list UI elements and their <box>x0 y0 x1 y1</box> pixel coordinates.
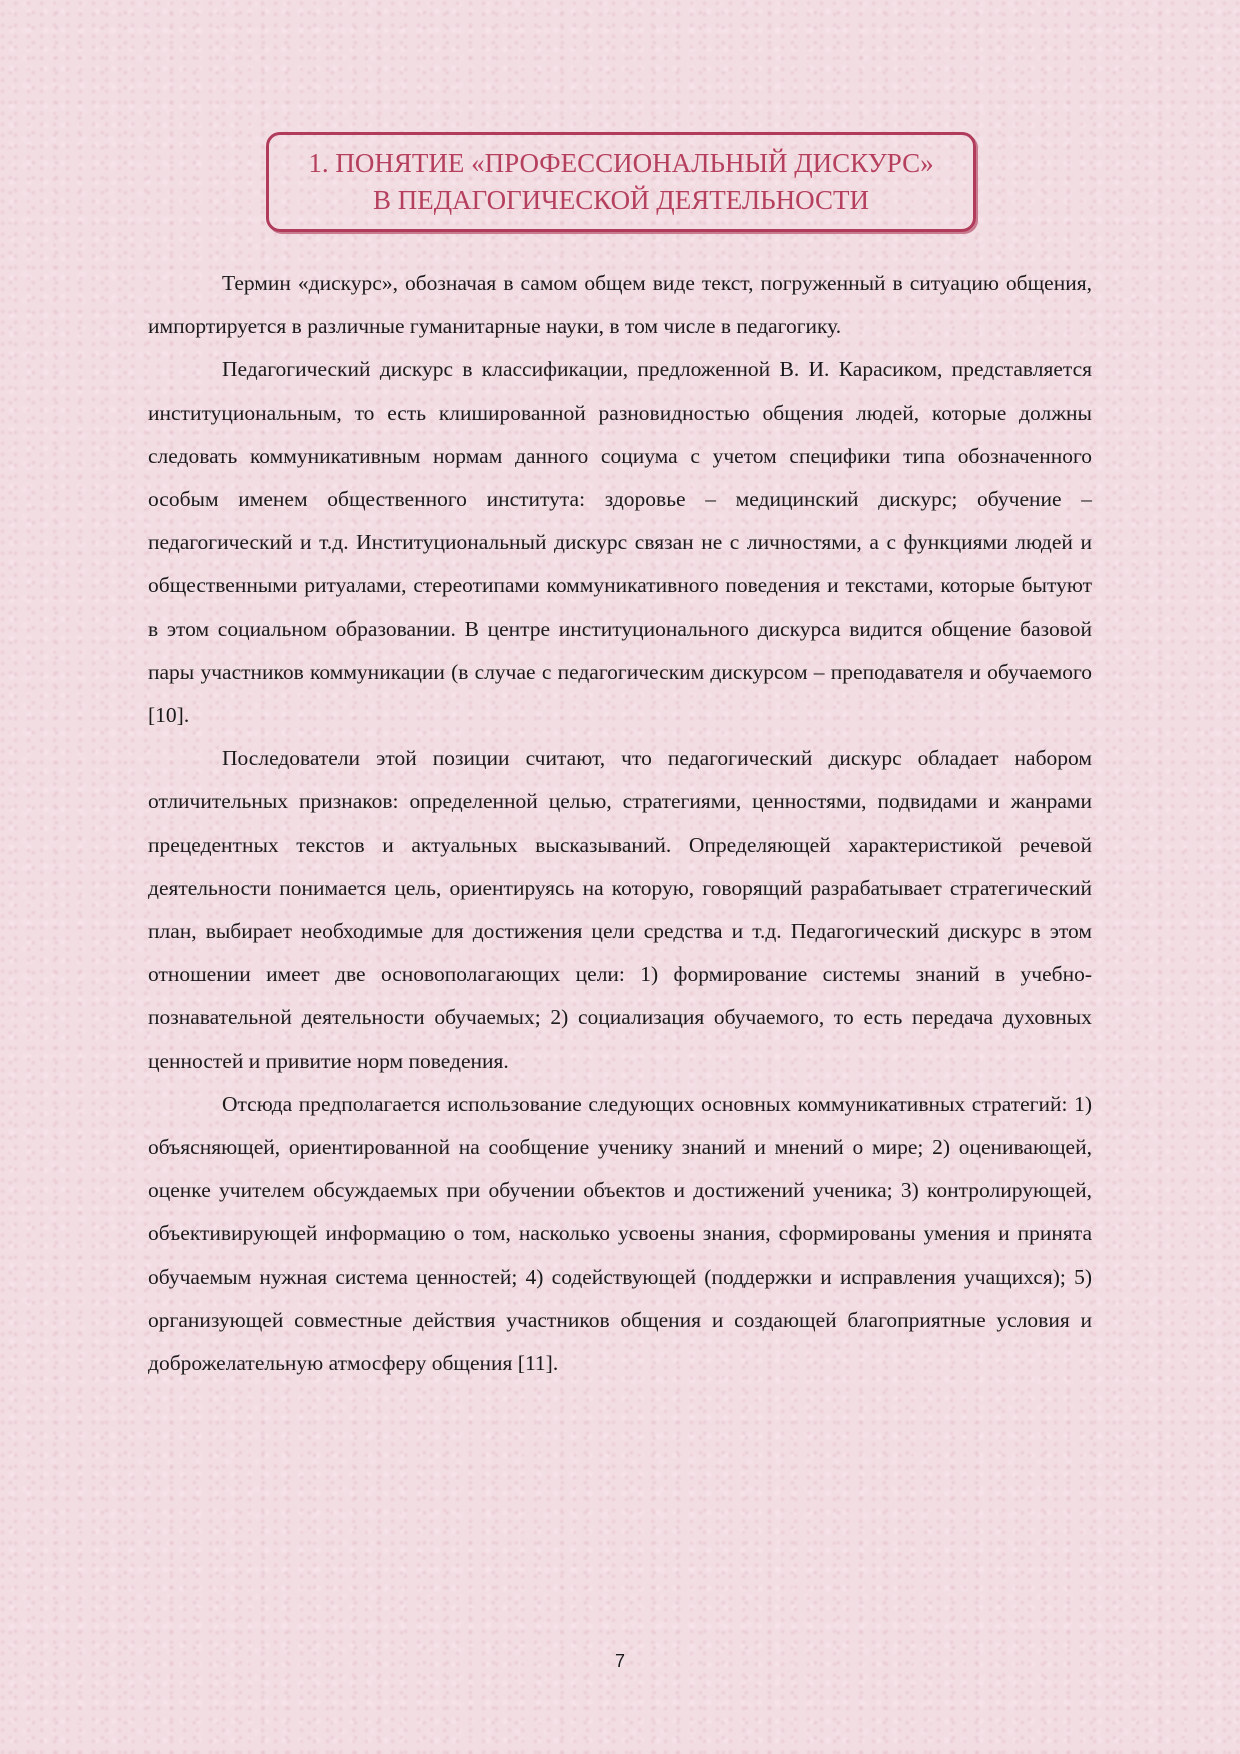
paragraph-4: Отсюда предполагается использование следующих основных коммуникативных стратегий: 1) объясняющей, ориентированной на сообщение ученику знаний и мнений о мире; 2) оценивающей, оценке учителем обсуждаемых при обучении объектов и достижений ученика; 3) контролирующей, объективирующей информацию о том, насколько усвоены знания, сформированы умения и принята обучаемым нужная система ценностей; 4) содействующей (поддержки и исправления учащихся); 5) организующей совместные действия участников общения и создающей благоприятные условия и доброжелательную атмосферу общения [11]. <box>148 1091 1092 1376</box>
page-number: 7 <box>614 1651 625 1671</box>
paragraph-1: Термин «дискурс», обозначая в самом общем виде текст, погруженный в ситуацию общения, импортируется в различные гуманитарные науки, в том числе в педагогику. <box>148 271 1092 339</box>
chapter-title-box <box>266 132 976 232</box>
chapter-title-line-2: В ПЕДАГОГИЧЕСКОЙ ДЕЯТЕЛЬНОСТИ <box>372 185 870 215</box>
body-text <box>148 262 1092 1385</box>
chapter-title-line-1: 1. ПОНЯТИЕ «ПРОФЕССИОНАЛЬНЫЙ ДИСКУРС» <box>308 148 934 178</box>
paragraph-3: Последователи этой позиции считают, что педагогический дискурс обладает набором отличительных признаков: определенной целью, стратегиями, ценностями, подвидами и жанрами прецедентных текстов и актуальных высказываний. Определяющей характеристикой речевой деятельности понимается цель, ориентируясь на которую, говорящий разрабатывает стратегический план, выбирает необходимые для достижения цели средства и т.д. Педагогический дискурс в этом отношении имеет две основополагающих цели: 1) формирование системы знаний в учебно-познавательной деятельности обучаемых; 2) социализация обучаемого, то есть передача духовных ценностей и привитие норм поведения. <box>148 746 1092 1073</box>
paragraph-2: Педагогический дискурс в классификации, предложенной В. И. Карасиком, представляется институциональным, то есть клишированной разновидностью общения людей, которые должны следовать коммуникативным нормам данного социума с учетом специфики типа обозначенного особым именем общественного института: здоровье – медицинский дискурс; обучение – педагогический и т.д. Институциональный дискурс связан не с личностями, а с функциями людей и общественными ритуалами, стереотипами коммуникативного поведения и текстами, которые бытуют в этом социальном образовании. В центре институционального дискурса видится общение базовой пары участников коммуникации (в случае с педагогическим дискурсом – преподавателя и обучаемого [10]. <box>148 357 1092 728</box>
